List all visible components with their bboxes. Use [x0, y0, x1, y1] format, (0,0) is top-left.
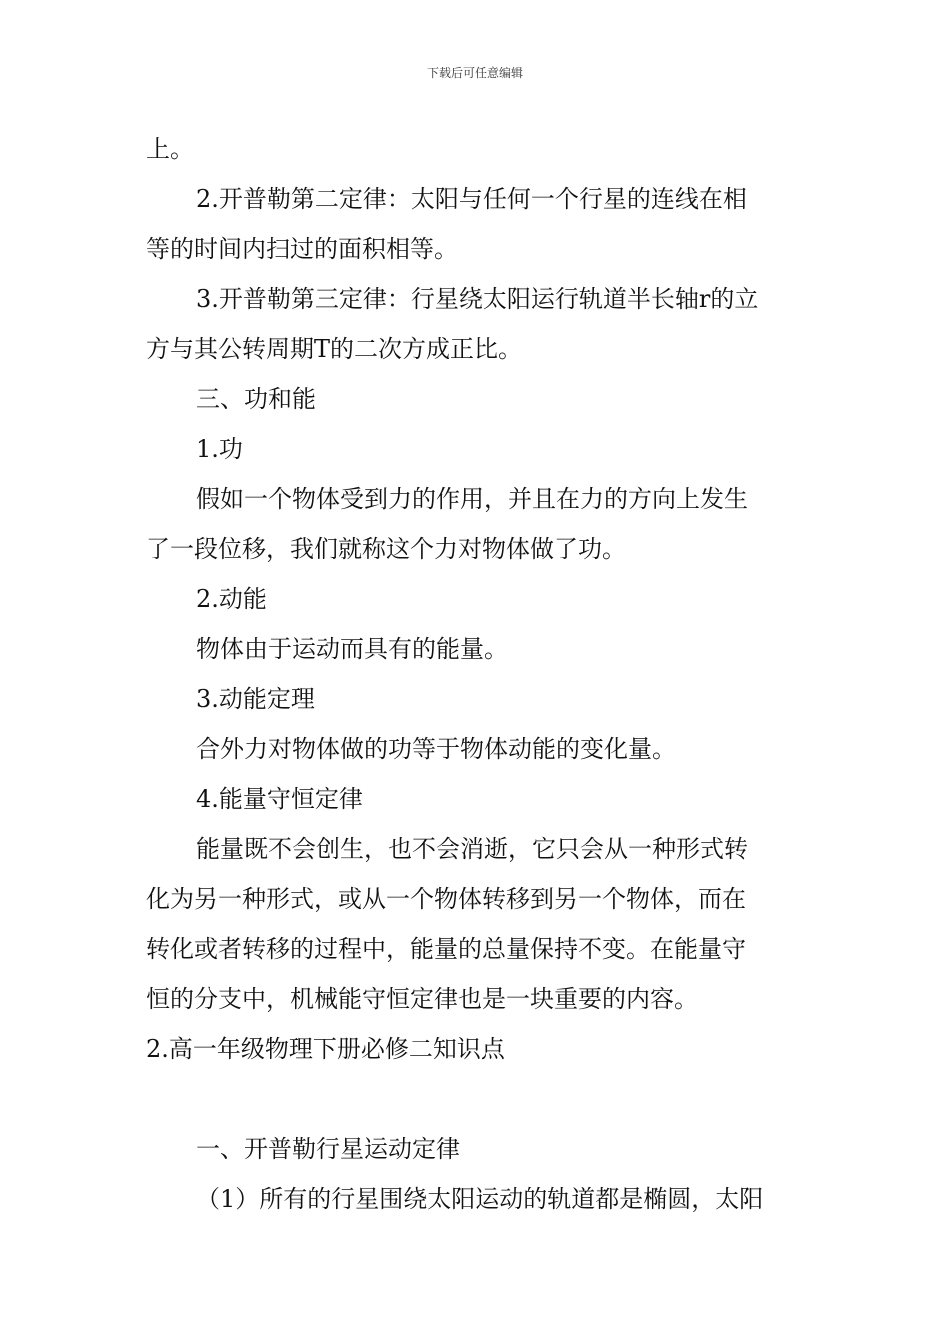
text-line: 3.开普勒第三定律：行星绕太阳运行轨道半长轴r的立 — [196, 285, 759, 313]
document-body — [146, 124, 810, 1224]
text-line: 等的时间内扫过的面积相等。 — [146, 235, 458, 263]
subheading: 4.能量守恒定律 — [196, 785, 363, 813]
page-header: 下载后可任意编辑 — [426, 66, 523, 80]
text-line: 方与其公转周期T的二次方成正比。 — [146, 335, 523, 363]
text-line: 恒的分支中，机械能守恒定律也是一块重要的内容。 — [146, 985, 698, 1013]
text-line: 转化或者转移的过程中，能量的总量保持不变。在能量守 — [146, 935, 746, 963]
section-heading: 三、功和能 — [196, 385, 316, 413]
section-heading: 一、开普勒行星运动定律 — [196, 1135, 460, 1163]
text-line: 合外力对物体做的功等于物体动能的变化量。 — [196, 735, 676, 763]
text-line: 能量既不会创生，也不会消逝，它只会从一种形式转 — [196, 835, 748, 863]
text-line: 了一段位移，我们就称这个力对物体做了功。 — [146, 535, 626, 563]
subheading: 3.动能定理 — [196, 685, 315, 713]
subheading: 1.功 — [196, 435, 243, 463]
text-line: 上。 — [146, 135, 194, 163]
text-line: 化为另一种形式，或从一个物体转移到另一个物体，而在 — [146, 885, 746, 913]
document-heading: 2.高一年级物理下册必修二知识点 — [146, 1035, 505, 1063]
subheading: 2.动能 — [196, 585, 267, 613]
text-line: 物体由于运动而具有的能量。 — [196, 635, 508, 663]
blank-line — [146, 1074, 810, 1124]
text-line: 2.开普勒第二定律：太阳与任何一个行星的连线在相 — [196, 185, 747, 213]
text-line: 假如一个物体受到力的作用，并且在力的方向上发生 — [196, 485, 748, 513]
text-line: （1）所有的行星围绕太阳运动的轨道都是椭圆，太阳 — [196, 1185, 764, 1213]
